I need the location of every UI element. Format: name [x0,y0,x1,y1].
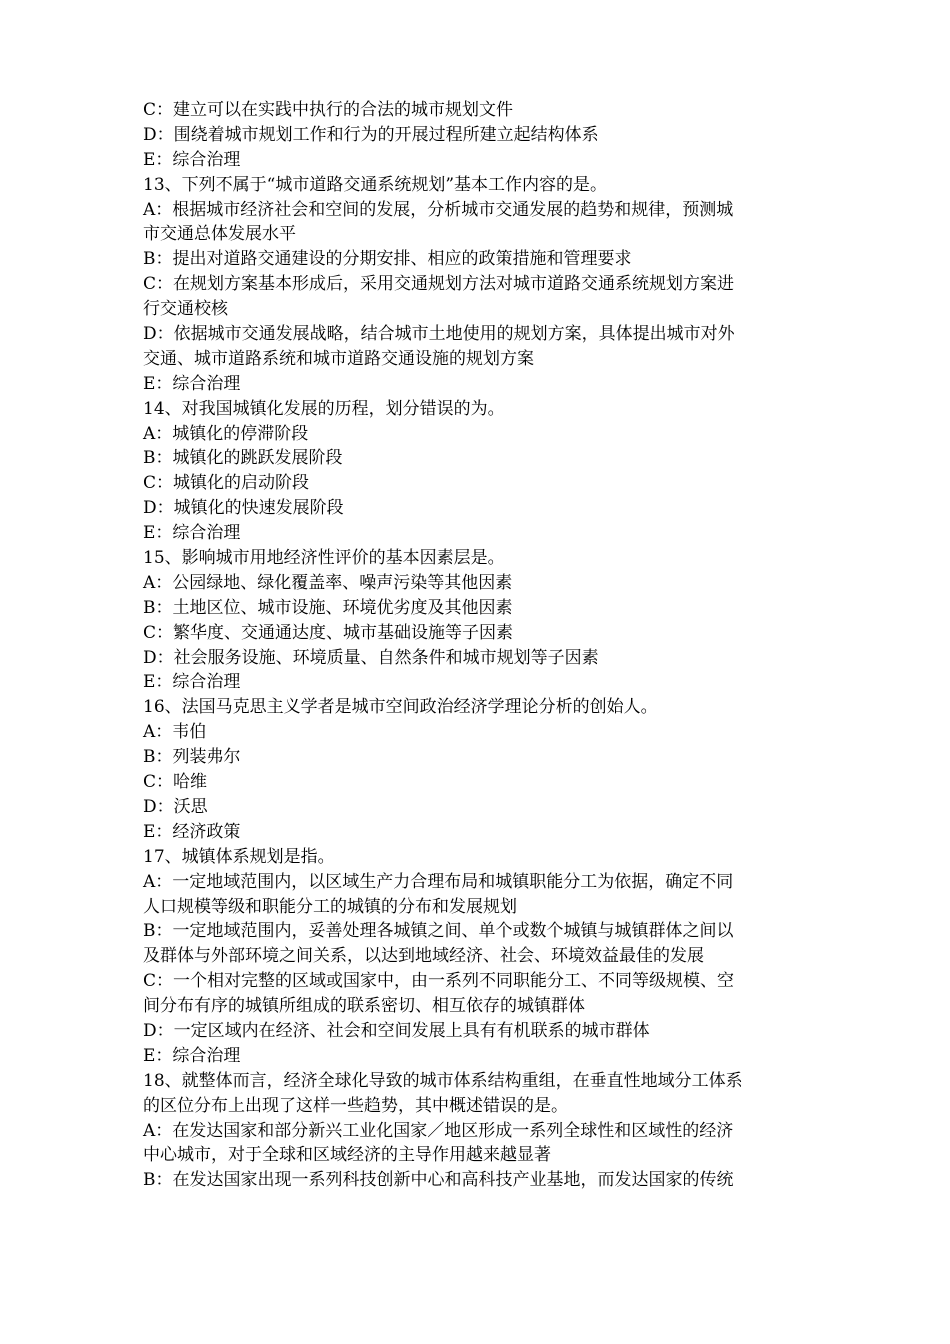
text-line: C：建立可以在实践中执行的合法的城市规划文件 [143,100,514,120]
text-line: A：韦伯 [143,722,207,743]
question-line: 14、对我国城镇化发展的历程，划分错误的为。 [143,398,505,419]
question-line: 17、城镇体系规划是指。 [143,846,335,867]
text-line: 中心城市，对于全球和区域经济的主导作用越来越显著 [143,1145,551,1166]
text-line: A：在发达国家和部分新兴工业化国家／地区形成一系列全球性和区域性的经济 [143,1120,734,1141]
text-line: B：在发达国家出现一系列科技创新中心和高科技产业基地，而发达国家的传统 [143,1170,734,1191]
text-line: B：一定地域范围内，妥善处理各城镇之间、单个或数个城镇与城镇群体之间以 [143,921,734,942]
text-line: 市交通总体发展水平 [143,224,296,245]
text-line: 交通、城市道路系统和城市道路交通设施的规划方案 [143,348,534,369]
text-line: A：根据城市经济社会和空间的发展，分析城市交通发展的趋势和规律，预测城 [143,199,734,220]
text-line: B：列装弗尔 [143,747,241,768]
text-line: E：经济政策 [143,821,241,842]
text-line: A：一定地域范围内，以区域生产力合理布局和城镇职能分工为依据，确定不同 [143,871,734,892]
text-line: B：城镇化的跳跃发展阶段 [143,448,343,469]
text-line: B：土地区位、城市设施、环境优劣度及其他因素 [143,597,513,618]
question-line: 16、法国马克思主义学者是城市空间政治经济学理论分析的创始人。 [143,697,658,718]
text-line: D：一定区域内在经济、社会和空间发展上具有有机联系的城市群体 [143,1020,650,1041]
text-line: 及群体与外部环境之间关系，以达到地域经济、社会、环境效益最佳的发展 [143,946,704,967]
text-line: 的区位分布上出现了这样一些趋势，其中概述错误的是。 [143,1095,568,1116]
text-line: D：依据城市交通发展战略，结合城市土地使用的规划方案，具体提出城市对外 [143,324,735,345]
text-line: E：综合治理 [143,1045,241,1066]
text-line: D：社会服务设施、环境质量、自然条件和城市规划等子因素 [143,647,599,668]
text-line: C：城镇化的启动阶段 [143,473,310,494]
text-line: 行交通校核 [143,299,228,320]
text-line: E：综合治理 [143,523,241,544]
text-line: C：哈维 [143,772,208,793]
text-line: A：公园绿地、绿化覆盖率、噪声污染等其他因素 [143,572,513,593]
text-line: B：提出对道路交通建设的分期安排、相应的政策措施和管理要求 [143,249,632,270]
text-line: C：繁华度、交通通达度、城市基础设施等子因素 [143,622,514,643]
text-line: 间分布有序的城镇所组成的联系密切、相互依存的城镇群体 [143,996,585,1017]
text-line: E：综合治理 [143,149,241,170]
question-line: 15、影响城市用地经济性评价的基本因素层是。 [143,548,505,569]
text-line: A：城镇化的停滞阶段 [143,423,309,444]
text-line: C：在规划方案基本形成后，采用交通规划方法对城市道路交通系统规划方案进 [143,274,735,295]
text-line: C：一个相对完整的区域或国家中，由一系列不同职能分工、不同等级规模、空 [143,971,735,992]
question-line: 13、下列不属于“城市道路交通系统规划”基本工作内容的是。 [143,174,608,195]
text-line: D：围绕着城市规划工作和行为的开展过程所建立起结构体系 [143,124,599,145]
text-line: D：沃思 [143,796,208,817]
document-page [143,98,811,1193]
question-line: 18、就整体而言，经济全球化导致的城市体系结构重组，在垂直性地域分工体系 [143,1070,743,1091]
text-line: E：综合治理 [143,373,241,394]
text-line: 人口规模等级和职能分工的城镇的分布和发展规划 [143,896,517,917]
text-line: E：综合治理 [143,672,241,693]
text-line: D：城镇化的快速发展阶段 [143,498,344,519]
